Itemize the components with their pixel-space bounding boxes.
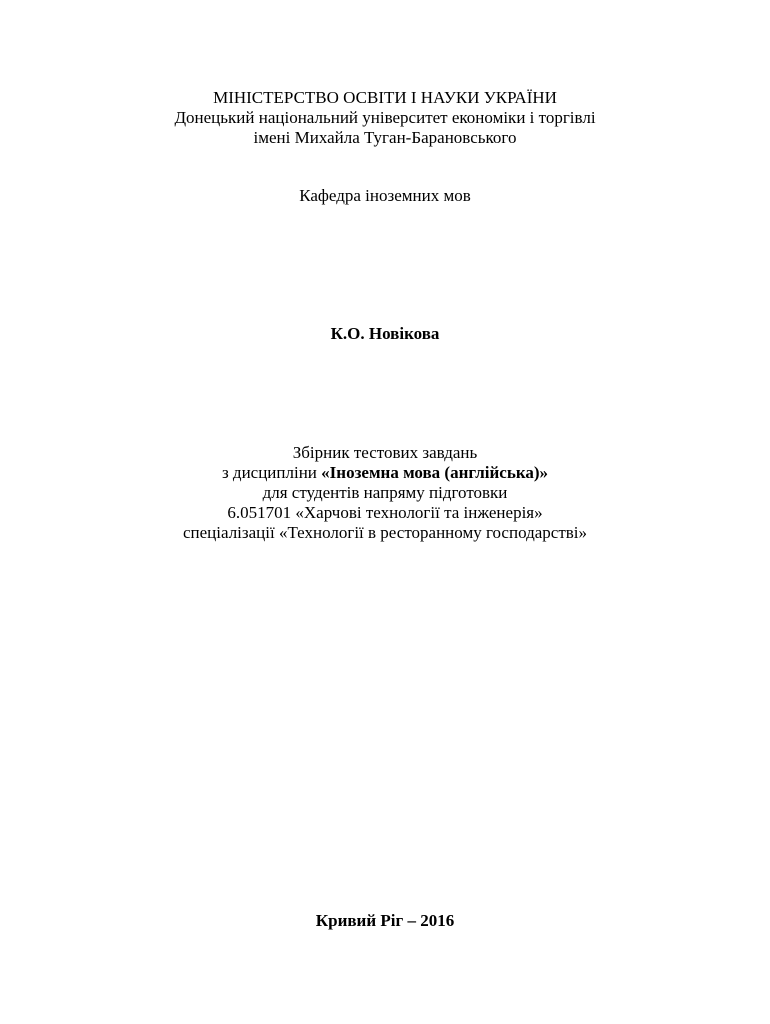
discipline-line (0, 463, 770, 483)
discipline-subject: «Іноземна мова (англійська)» (321, 463, 549, 482)
collection-title: Збірник тестових завдань (292, 443, 478, 462)
university-name: Донецький національний університет економіки і торгівлі (174, 108, 596, 127)
specialization-line: спеціалізації «Технології в ресторанному господарстві» (182, 523, 587, 542)
ministry-heading: МІНІСТЕРСТВО ОСВІТИ І НАУКИ УКРАЇНИ (213, 88, 557, 107)
program-line: 6.051701 «Харчові технології та інженерія» (227, 503, 543, 522)
department-name: Кафедра іноземних мов (299, 186, 471, 205)
audience-line: для студентів напряму підготовки (262, 483, 508, 502)
discipline-prefix: з дисципліни (221, 463, 322, 482)
author-name: К.О. Новікова (330, 324, 440, 343)
place-year: Кривий Ріг – 2016 (315, 911, 455, 930)
university-name-continued: імені Михайла Туган-Барановського (253, 128, 517, 147)
